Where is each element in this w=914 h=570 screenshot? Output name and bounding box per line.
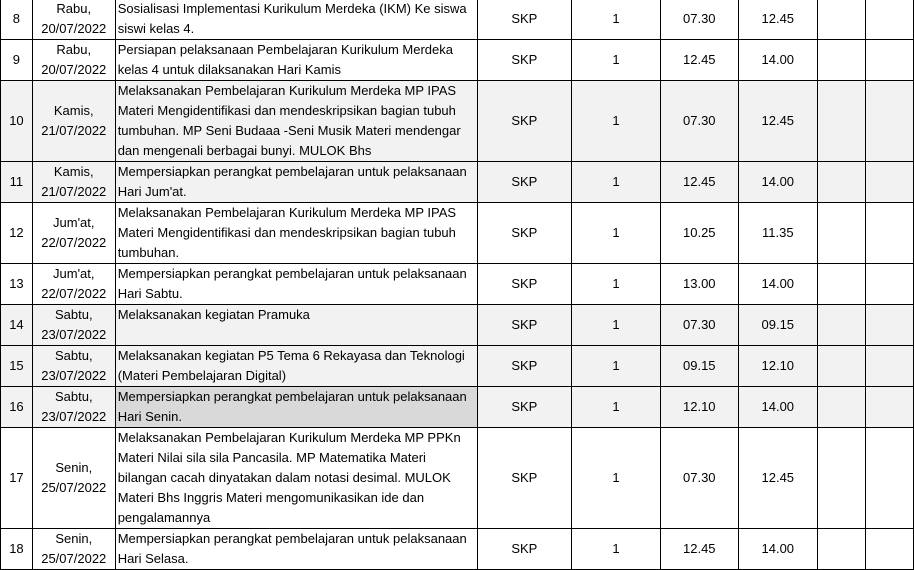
empty-cell[interactable]: [865, 428, 914, 529]
table-row: [1, 387, 914, 428]
date-cell[interactable]: Jum'at, 22/07/2022: [32, 264, 115, 305]
description-cell[interactable]: Melaksanakan Pembelajaran Kurikulum Merdeka MP PPKn Materi Nilai sila sila Pancasila. MP Matematika Materi bilangan cacah dinyatakan dalam notasi desimal. MULOK Materi Bhs Inggris Materi mengomunikasikan ide dan pengalamannya: [115, 428, 477, 529]
end-time-cell[interactable]: 14.00: [738, 264, 817, 305]
end-time-cell[interactable]: 11.35: [738, 203, 817, 264]
empty-cell[interactable]: [818, 162, 865, 203]
description-cell[interactable]: Mempersiapkan perangkat pembelajaran untuk pelaksanaan Hari Sabtu.: [115, 264, 477, 305]
empty-cell[interactable]: [818, 346, 865, 387]
row-number[interactable]: 9: [1, 40, 33, 81]
end-time-cell[interactable]: 14.00: [738, 529, 817, 570]
row-number[interactable]: 10: [1, 81, 33, 162]
date-cell[interactable]: Senin, 25/07/2022: [32, 529, 115, 570]
start-time-cell[interactable]: 12.45: [661, 529, 739, 570]
date-cell[interactable]: Sabtu, 23/07/2022: [32, 305, 115, 346]
description-cell[interactable]: Mempersiapkan perangkat pembelajaran untuk pelaksanaan Hari Senin.: [115, 387, 477, 428]
row-number[interactable]: 15: [1, 346, 33, 387]
row-number[interactable]: 13: [1, 264, 33, 305]
row-number[interactable]: 12: [1, 203, 33, 264]
empty-cell[interactable]: [865, 346, 914, 387]
description-cell[interactable]: Mempersiapkan perangkat pembelajaran untuk pelaksanaan Hari Selasa.: [115, 529, 477, 570]
description-cell[interactable]: Melaksanakan Pembelajaran Kurikulum Merdeka MP IPAS Materi Mengidentifikasi dan mendeskripsikan bagian tubuh tumbuhan. MP Seni Budaaa -Seni Musik Materi mendengar dan mengenali berbagai bunyi. MULOK Bhs: [115, 81, 477, 162]
end-time-cell[interactable]: 09.15: [738, 305, 817, 346]
empty-cell[interactable]: [865, 40, 914, 81]
empty-cell[interactable]: [865, 0, 914, 40]
table-row: [1, 346, 914, 387]
date-cell[interactable]: Kamis, 21/07/2022: [32, 81, 115, 162]
row-number[interactable]: 8: [1, 0, 33, 40]
start-time-cell[interactable]: 07.30: [661, 428, 739, 529]
empty-cell[interactable]: [865, 529, 914, 570]
type-cell[interactable]: SKP: [477, 264, 571, 305]
empty-cell[interactable]: [818, 529, 865, 570]
row-number[interactable]: 16: [1, 387, 33, 428]
table-row: [1, 40, 914, 81]
description-cell[interactable]: Melaksanakan kegiatan P5 Tema 6 Rekayasa dan Teknologi (Materi Pembelajaran Digital): [115, 346, 477, 387]
table-row: [1, 0, 914, 40]
type-cell[interactable]: SKP: [477, 162, 571, 203]
empty-cell[interactable]: [818, 428, 865, 529]
empty-cell[interactable]: [818, 203, 865, 264]
empty-cell[interactable]: [865, 264, 914, 305]
empty-cell[interactable]: [865, 81, 914, 162]
type-cell[interactable]: SKP: [477, 81, 571, 162]
quantity-cell[interactable]: 1: [571, 346, 660, 387]
description-cell[interactable]: Melaksanakan Pembelajaran Kurikulum Merdeka MP IPAS Materi Mengidentifikasi dan mendeskripsikan bagian tubuh tumbuhan.: [115, 203, 477, 264]
empty-cell[interactable]: [818, 81, 865, 162]
description-cell[interactable]: Melaksanakan kegiatan Pramuka: [115, 305, 477, 346]
empty-cell[interactable]: [818, 305, 865, 346]
type-cell[interactable]: SKP: [477, 203, 571, 264]
table-row: [1, 203, 914, 264]
date-cell[interactable]: Senin, 25/07/2022: [32, 428, 115, 529]
quantity-cell[interactable]: 1: [571, 203, 660, 264]
start-time-cell[interactable]: 12.45: [661, 162, 739, 203]
start-time-cell[interactable]: 13.00: [661, 264, 739, 305]
type-cell[interactable]: SKP: [477, 387, 571, 428]
quantity-cell[interactable]: 1: [571, 305, 660, 346]
quantity-cell[interactable]: 1: [571, 387, 660, 428]
date-cell[interactable]: Rabu, 20/07/2022: [32, 0, 115, 40]
empty-cell[interactable]: [865, 203, 914, 264]
empty-cell[interactable]: [818, 387, 865, 428]
quantity-cell[interactable]: 1: [571, 81, 660, 162]
start-time-cell[interactable]: 07.30: [661, 81, 739, 162]
table-row: [1, 162, 914, 203]
table-row: [1, 529, 914, 570]
type-cell[interactable]: SKP: [477, 346, 571, 387]
empty-cell[interactable]: [865, 305, 914, 346]
start-time-cell[interactable]: 12.45: [661, 40, 739, 81]
end-time-cell[interactable]: 12.45: [738, 428, 817, 529]
quantity-cell[interactable]: 1: [571, 162, 660, 203]
end-time-cell[interactable]: 12.45: [738, 0, 817, 40]
table-row: [1, 264, 914, 305]
date-cell[interactable]: Jum'at, 22/07/2022: [32, 203, 115, 264]
quantity-cell[interactable]: 1: [571, 529, 660, 570]
empty-cell[interactable]: [818, 0, 865, 40]
table-row: [1, 81, 914, 162]
empty-cell[interactable]: [865, 387, 914, 428]
date-cell[interactable]: Sabtu, 23/07/2022: [32, 346, 115, 387]
date-cell[interactable]: Rabu, 20/07/2022: [32, 40, 115, 81]
type-cell[interactable]: SKP: [477, 40, 571, 81]
end-time-cell[interactable]: 14.00: [738, 387, 817, 428]
table-row: [1, 428, 914, 529]
quantity-cell[interactable]: 1: [571, 264, 660, 305]
row-number[interactable]: 11: [1, 162, 33, 203]
row-number[interactable]: 18: [1, 529, 33, 570]
quantity-cell[interactable]: 1: [571, 40, 660, 81]
table-row: [1, 305, 914, 346]
end-time-cell[interactable]: 12.45: [738, 81, 817, 162]
empty-cell[interactable]: [818, 40, 865, 81]
type-cell[interactable]: SKP: [477, 529, 571, 570]
start-time-cell[interactable]: 10.25: [661, 203, 739, 264]
start-time-cell[interactable]: 07.30: [661, 0, 739, 40]
description-cell[interactable]: Persiapan pelaksanaan Pembelajaran Kurikulum Merdeka kelas 4 untuk dilaksanakan Hari Kamis: [115, 40, 477, 81]
type-cell[interactable]: SKP: [477, 305, 571, 346]
type-cell[interactable]: SKP: [477, 428, 571, 529]
end-time-cell[interactable]: 12.10: [738, 346, 817, 387]
end-time-cell[interactable]: 14.00: [738, 40, 817, 81]
row-number[interactable]: 14: [1, 305, 33, 346]
date-cell[interactable]: Sabtu, 23/07/2022: [32, 387, 115, 428]
row-number[interactable]: 17: [1, 428, 33, 529]
empty-cell[interactable]: [818, 264, 865, 305]
date-cell[interactable]: Kamis, 21/07/2022: [32, 162, 115, 203]
quantity-cell[interactable]: 1: [571, 428, 660, 529]
quantity-cell[interactable]: 1: [571, 0, 660, 40]
description-cell[interactable]: Mempersiapkan perangkat pembelajaran untuk pelaksanaan Hari Jum'at.: [115, 162, 477, 203]
end-time-cell[interactable]: 14.00: [738, 162, 817, 203]
start-time-cell[interactable]: 12.10: [661, 387, 739, 428]
start-time-cell[interactable]: 07.30: [661, 305, 739, 346]
description-cell[interactable]: Sosialisasi Implementasi Kurikulum Merdeka (IKM) Ke siswa siswi kelas 4.: [115, 0, 477, 40]
start-time-cell[interactable]: 09.15: [661, 346, 739, 387]
empty-cell[interactable]: [865, 162, 914, 203]
type-cell[interactable]: SKP: [477, 0, 571, 40]
